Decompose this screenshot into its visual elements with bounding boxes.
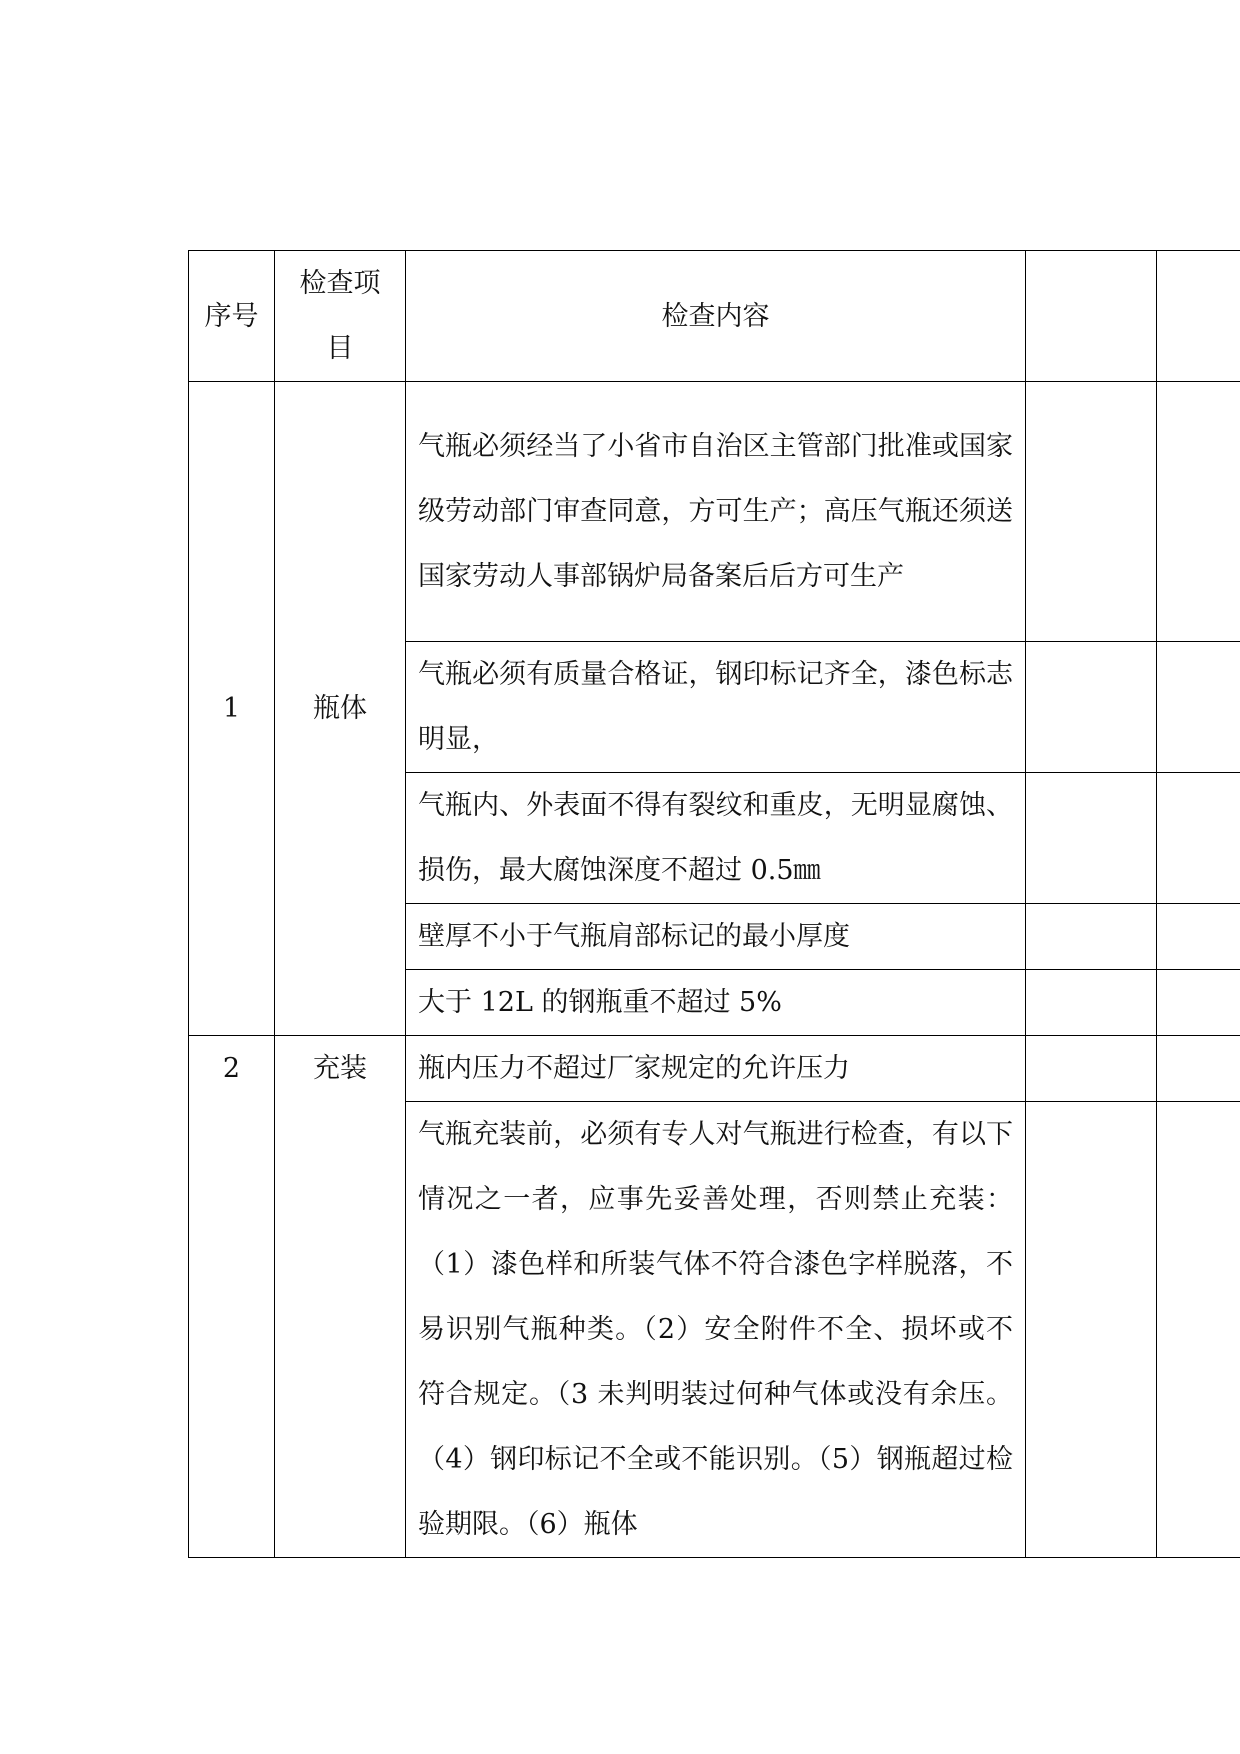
header-row <box>189 251 1240 382</box>
blank-cell <box>1157 773 1240 904</box>
header-col5 <box>1157 251 1240 382</box>
header-content: 检查内容 <box>406 251 1026 382</box>
content-cell: 大于 12L 的钢瓶重不超过 5% <box>406 970 1026 1036</box>
table-row <box>189 382 1240 642</box>
blank-cell <box>1026 642 1157 773</box>
content-cell: 壁厚不小于气瓶肩部标记的最小厚度 <box>406 904 1026 970</box>
blank-cell <box>1026 904 1157 970</box>
table-row <box>189 1036 1240 1102</box>
blank-cell <box>1157 970 1240 1036</box>
content-cell: 气瓶充装前，必须有专人对气瓶进行检查，有以下情况之一者，应事先妥善处理，否则禁止充装：（1）漆色样和所装气体不符合漆色字样脱落，不易识别气瓶种类。（2）安全附件不全、损坏或不符合规定。（3 未判明装过何种气体或没有余压。（4）钢印标记不全或不能识别。（5）钢瓶超过检验期限。（6）瓶体 <box>406 1102 1026 1558</box>
blank-cell <box>1157 1102 1240 1558</box>
blank-cell <box>1157 1036 1240 1102</box>
blank-cell <box>1026 773 1157 904</box>
blank-cell <box>1026 382 1157 642</box>
header-item: 检查项 目 <box>275 251 406 382</box>
inspection-table <box>188 250 1240 1558</box>
header-col4 <box>1026 251 1157 382</box>
group-seq-cell: 1 <box>189 382 275 1036</box>
blank-cell <box>1157 382 1240 642</box>
blank-cell <box>1026 1102 1157 1558</box>
blank-cell <box>1157 904 1240 970</box>
group-seq-cell: 2 <box>189 1036 275 1558</box>
blank-cell <box>1026 1036 1157 1102</box>
blank-cell <box>1026 970 1157 1036</box>
content-cell: 气瓶必须经当了小省市自治区主管部门批准或国家级劳动部门审查同意，方可生产；高压气瓶还须送国家劳动人事部锅炉局备案后后方可生产 <box>406 382 1026 642</box>
content-cell: 气瓶内、外表面不得有裂纹和重皮，无明显腐蚀、损伤，最大腐蚀深度不超过 0.5㎜ <box>406 773 1026 904</box>
content-cell: 瓶内压力不超过厂家规定的允许压力 <box>406 1036 1026 1102</box>
blank-cell <box>1157 642 1240 773</box>
group-item-cell: 充装 <box>275 1036 406 1558</box>
content-cell: 气瓶必须有质量合格证，钢印标记齐全，漆色标志明显， <box>406 642 1026 773</box>
group-item-cell: 瓶体 <box>275 382 406 1036</box>
header-seq: 序号 <box>189 251 275 382</box>
